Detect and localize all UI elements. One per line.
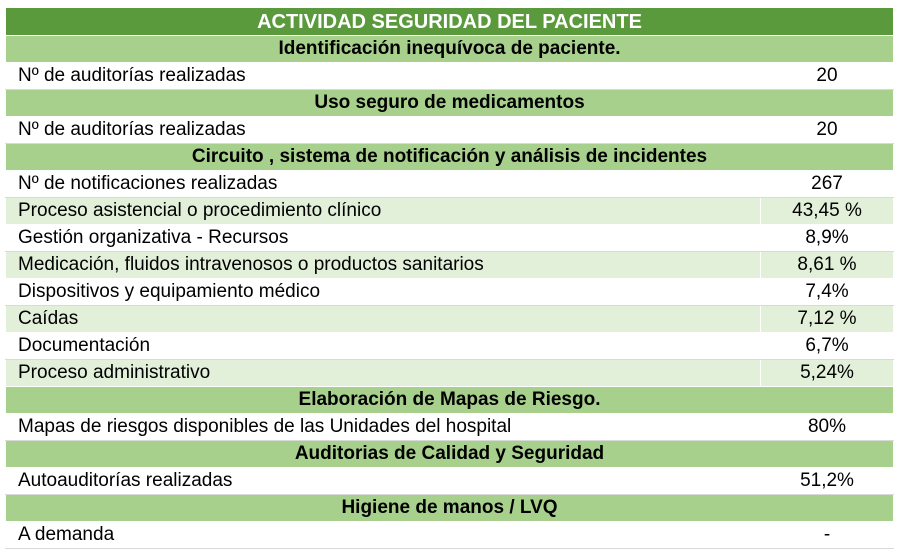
table-row (6, 63, 894, 90)
table-row (6, 225, 894, 252)
table-row (6, 522, 894, 549)
section-header-row (6, 495, 894, 522)
section-header: Higiene de manos / LVQ (6, 495, 894, 522)
row-label: Mapas de riesgos disponibles de las Unidades del hospital (6, 414, 761, 441)
row-value: 51,2% (761, 468, 894, 495)
table-row (6, 468, 894, 495)
row-label: Autoauditorías realizadas (6, 468, 761, 495)
table-row (6, 360, 894, 387)
row-label: Gestión organizativa - Recursos (6, 225, 761, 252)
row-value: 267 (761, 171, 894, 198)
section-header: Circuito , sistema de notificación y análisis de incidentes (6, 144, 894, 171)
row-value: 80% (761, 414, 894, 441)
row-value: 6,7% (761, 333, 894, 360)
patient-safety-table-wrapper (5, 7, 893, 549)
row-label: Proceso administrativo (6, 360, 761, 387)
section-header-row (6, 387, 894, 414)
table-title: ACTIVIDAD SEGURIDAD DEL PACIENTE (6, 8, 894, 36)
row-label: Nº de auditorías realizadas (6, 117, 761, 144)
section-header: Uso seguro de medicamentos (6, 90, 894, 117)
table-row (6, 306, 894, 333)
section-header: Auditorias de Calidad y Seguridad (6, 441, 894, 468)
row-value: 20 (761, 117, 894, 144)
table-row (6, 252, 894, 279)
section-header: Identificación inequívoca de paciente. (6, 36, 894, 63)
row-label: Caídas (6, 306, 761, 333)
section-header: Elaboración de Mapas de Riesgo. (6, 387, 894, 414)
row-value: - (761, 522, 894, 549)
table-title-row (6, 8, 894, 36)
table-row (6, 117, 894, 144)
row-value: 5,24% (761, 360, 894, 387)
table-row (6, 198, 894, 225)
row-value: 7,12 % (761, 306, 894, 333)
row-label: Dispositivos y equipamiento médico (6, 279, 761, 306)
table-row (6, 414, 894, 441)
section-header-row (6, 144, 894, 171)
row-value: 7,4% (761, 279, 894, 306)
row-label: Nº de notificaciones realizadas (6, 171, 761, 198)
table-row (6, 279, 894, 306)
row-label: Proceso asistencial o procedimiento clínico (6, 198, 761, 225)
table-row (6, 171, 894, 198)
row-value: 8,9% (761, 225, 894, 252)
patient-safety-table (5, 7, 894, 549)
section-header-row (6, 36, 894, 63)
section-header-row (6, 441, 894, 468)
row-label: Documentación (6, 333, 761, 360)
row-value: 8,61 % (761, 252, 894, 279)
row-label: Nº de auditorías realizadas (6, 63, 761, 90)
row-label: Medicación, fluidos intravenosos o productos sanitarios (6, 252, 761, 279)
row-value: 20 (761, 63, 894, 90)
table-row (6, 333, 894, 360)
section-header-row (6, 90, 894, 117)
row-label: A demanda (6, 522, 761, 549)
row-value: 43,45 % (761, 198, 894, 225)
